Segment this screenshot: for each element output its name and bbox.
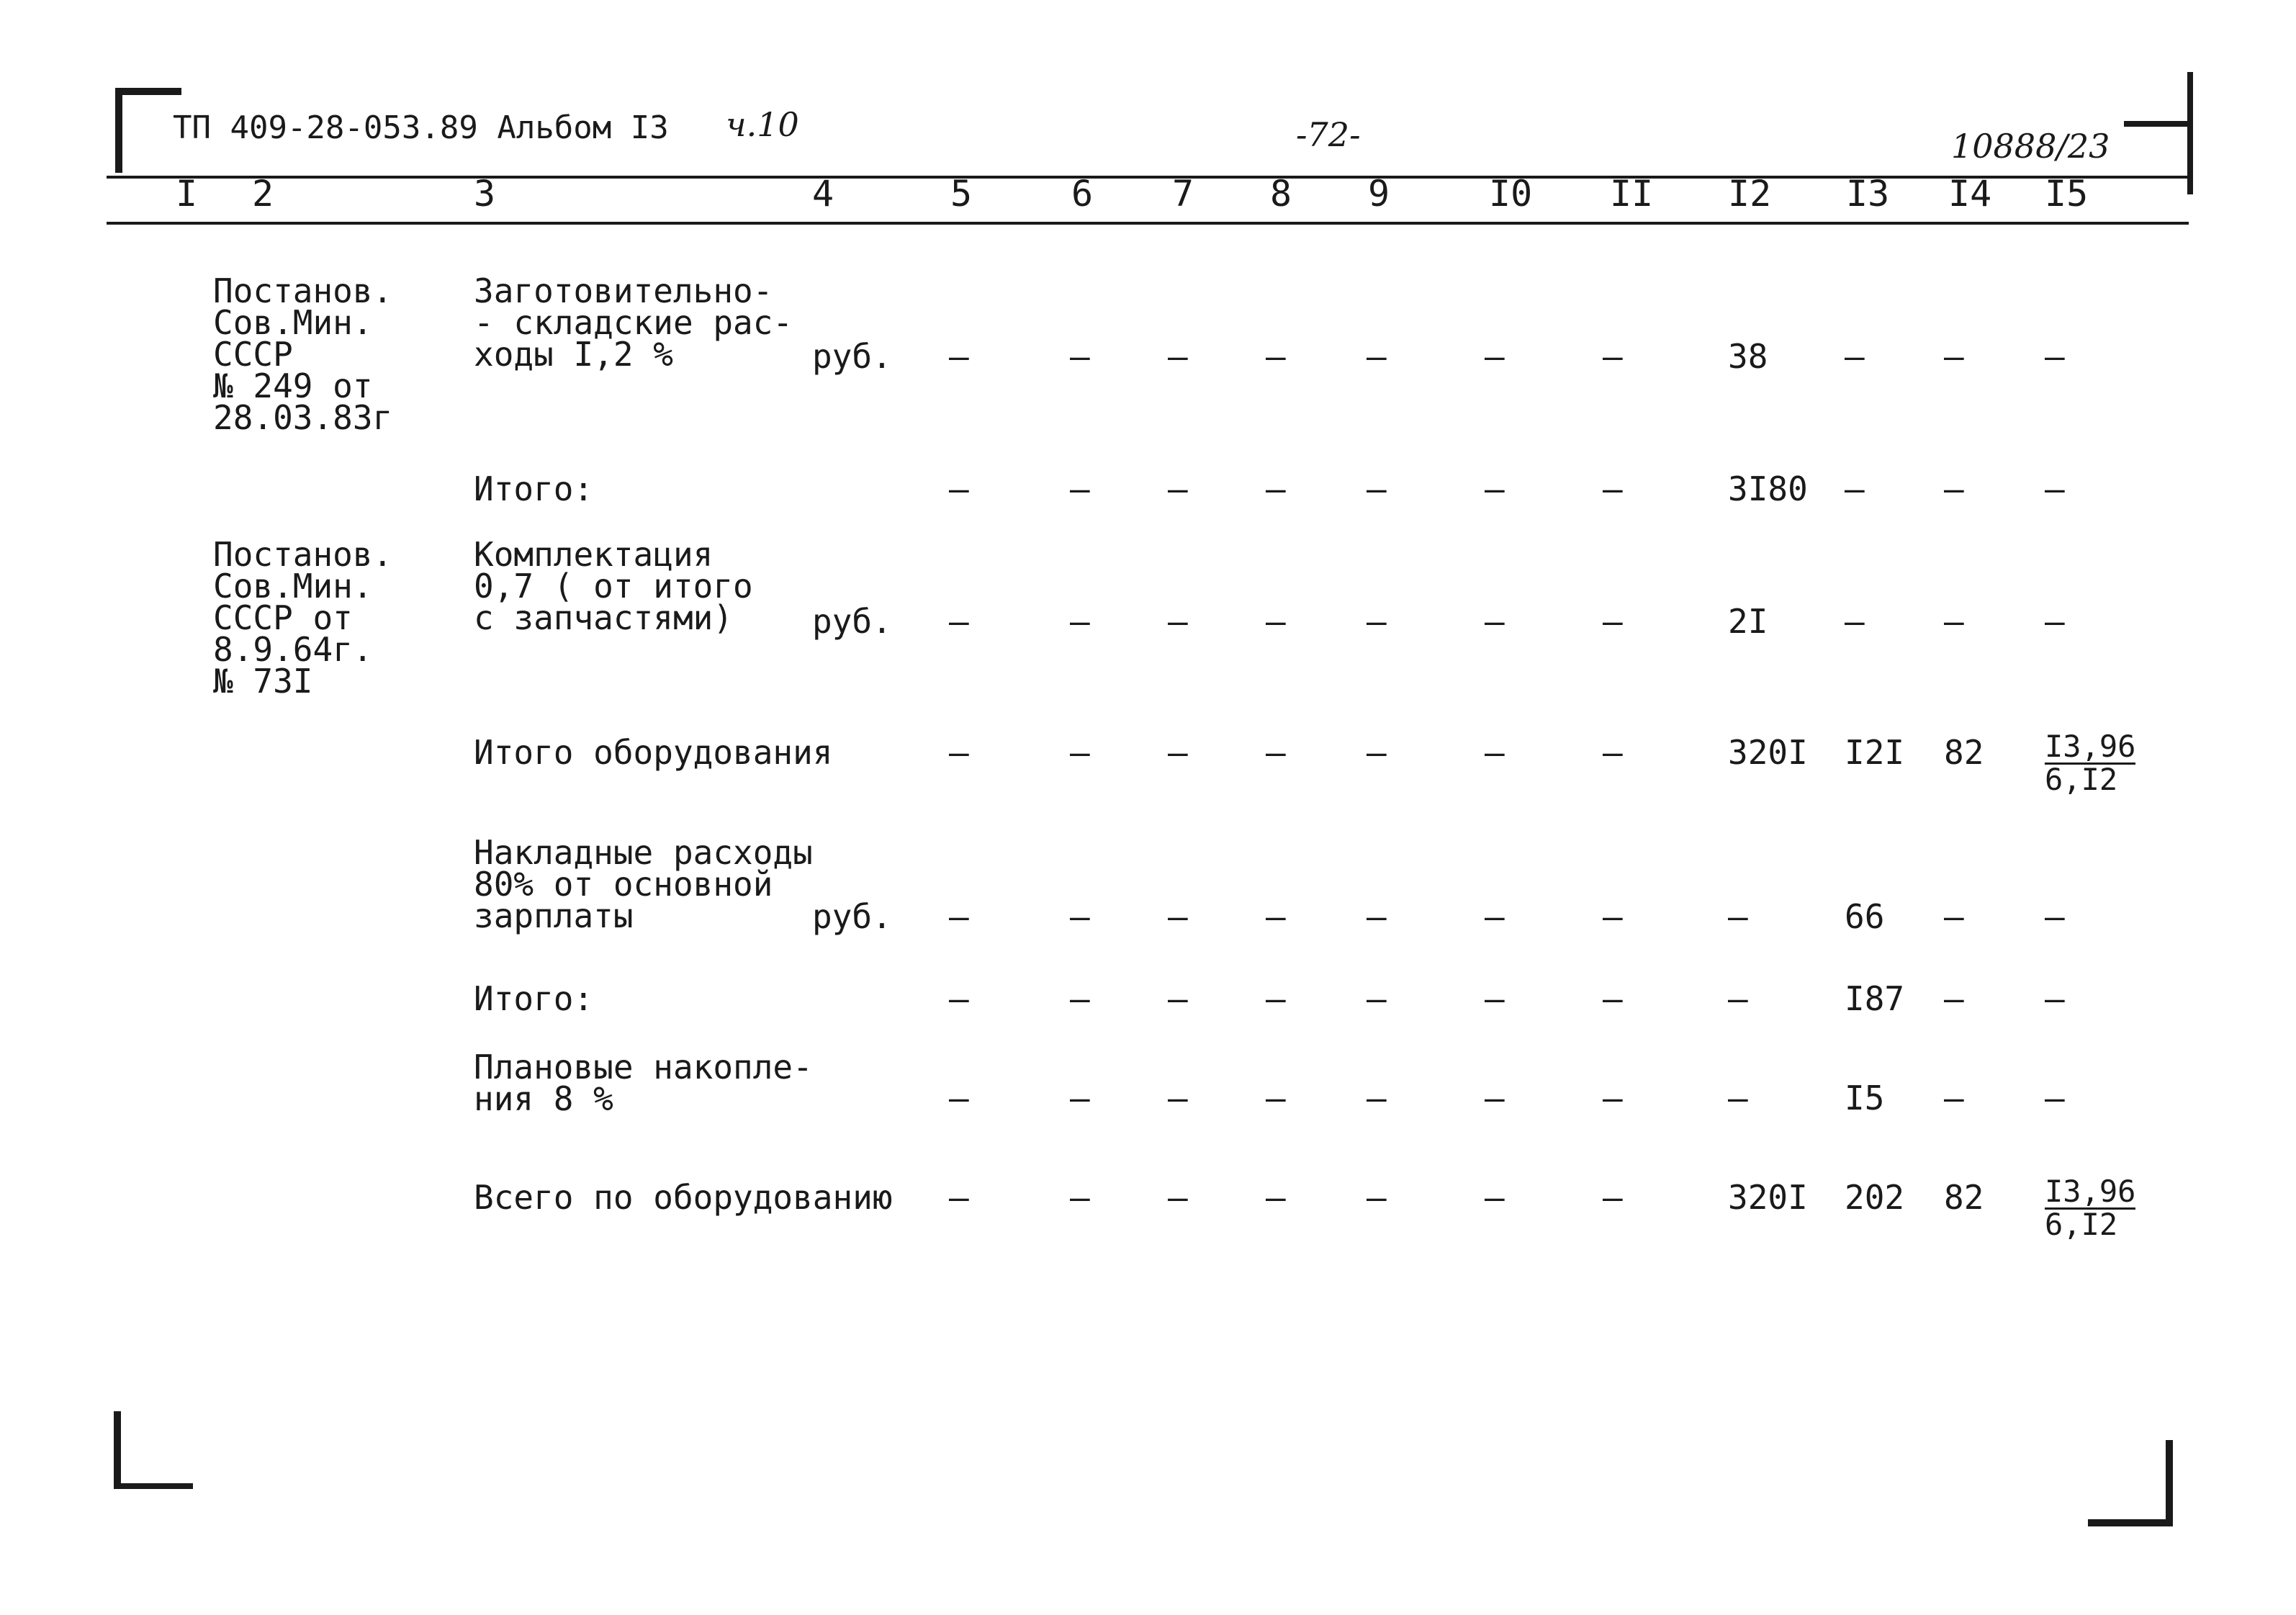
table-cell-c11: – — [1603, 602, 1623, 641]
table-cell-c12: 320I — [1728, 1178, 1808, 1217]
column-header-9: 9 — [1368, 173, 1390, 215]
table-cell-c15-fraction — [2045, 1174, 2136, 1242]
table-cell-c12: 3I80 — [1728, 469, 1808, 508]
table-cell-c15: – — [2045, 337, 2065, 376]
table-cell-c13: – — [1845, 469, 1865, 508]
table-cell-c9: – — [1367, 733, 1387, 772]
page-number: -72- — [1296, 115, 1361, 154]
table-cell-c12: – — [1728, 897, 1748, 936]
corner-mark-top-left-horizontal — [115, 88, 181, 95]
column-header-7: 7 — [1172, 173, 1194, 215]
table-cell-c11: – — [1603, 1079, 1623, 1117]
table-cell-c12: 2I — [1728, 602, 1768, 641]
table-cell-c15: – — [2045, 602, 2065, 641]
corner-mark-bottom-left-vertical — [114, 1411, 121, 1489]
table-cell-c5: – — [949, 469, 969, 508]
table-cell-c8: – — [1266, 1178, 1286, 1217]
table-cell-c9: – — [1367, 337, 1387, 376]
table-cell-c6: – — [1070, 469, 1090, 508]
column-header-2: 2 — [252, 173, 274, 215]
table-cell-c9: – — [1367, 1079, 1387, 1117]
table-cell-c6: – — [1070, 897, 1090, 936]
corner-mark-top-right-arrow — [2124, 121, 2190, 127]
table-cell-c8: – — [1266, 469, 1286, 508]
table-cell-c13: I87 — [1845, 979, 1905, 1018]
table-cell-c15-fraction — [2045, 729, 2136, 797]
table-cell-c14: – — [1944, 469, 1964, 508]
column-header-15: I5 — [2045, 173, 2089, 215]
table-cell-c7: – — [1168, 733, 1188, 772]
table-cell-c11: – — [1603, 1178, 1623, 1217]
table-row-unit: руб. — [812, 897, 892, 936]
table-row-name: Итого: — [474, 979, 594, 1018]
table-cell-c10: – — [1485, 1079, 1505, 1117]
table-cell-c14: – — [1944, 1079, 1964, 1117]
column-header-13: I3 — [1846, 173, 1890, 215]
table-row-name: Заготовительно- - складские рас- ходы I,2 % — [474, 271, 793, 374]
table-row-name: Всего по оборудованию — [474, 1178, 893, 1217]
table-cell-c8: – — [1266, 602, 1286, 641]
table-cell-c13: 202 — [1845, 1178, 1905, 1217]
table-cell-c11: – — [1603, 337, 1623, 376]
part-number: ч.10 — [726, 105, 799, 144]
table-cell-c13: I5 — [1845, 1079, 1885, 1117]
table-cell-c7: – — [1168, 979, 1188, 1018]
table-cell-c11: – — [1603, 733, 1623, 772]
column-header-11: II — [1610, 173, 1654, 215]
table-cell-c9: – — [1367, 979, 1387, 1018]
table-row-name: Накладные расходы 80% от основной зарплаты — [474, 833, 813, 935]
corner-mark-bottom-left-horizontal — [114, 1483, 193, 1489]
table-cell-c6: – — [1070, 733, 1090, 772]
corner-mark-bottom-right-vertical — [2166, 1440, 2173, 1525]
table-cell-c11: – — [1603, 469, 1623, 508]
table-cell-c13: – — [1845, 602, 1865, 641]
table-cell-c12: – — [1728, 979, 1748, 1018]
table-cell-c7: – — [1168, 337, 1188, 376]
table-row-name: Плановые накопле- ния 8 % — [474, 1048, 813, 1118]
table-cell-c10: – — [1485, 1178, 1505, 1217]
table-cell-c14: – — [1944, 337, 1964, 376]
table-cell-c6: – — [1070, 337, 1090, 376]
table-cell-c5: – — [949, 1178, 969, 1217]
table-cell-c7: – — [1168, 469, 1188, 508]
table-cell-c8: – — [1266, 733, 1286, 772]
table-cell-c15: – — [2045, 897, 2065, 936]
table-cell-c14: 82 — [1944, 1178, 1984, 1217]
table-cell-c9: – — [1367, 1178, 1387, 1217]
table-cell-c12: – — [1728, 1079, 1748, 1117]
table-row-name: Итого: — [474, 469, 594, 508]
table-cell-c6: – — [1070, 602, 1090, 641]
table-cell-c13: 66 — [1845, 897, 1885, 936]
table-cell-c9: – — [1367, 602, 1387, 641]
table-cell-c12: 320I — [1728, 733, 1808, 772]
document-code: ТП 409-28-053.89 Альбом I3 — [173, 109, 669, 146]
column-header-14: I4 — [1948, 173, 1992, 215]
table-cell-c11: – — [1603, 897, 1623, 936]
column-header-8: 8 — [1270, 173, 1292, 215]
table-cell-c5: – — [949, 602, 969, 641]
table-cell-c5: – — [949, 1079, 969, 1117]
table-cell-c5: – — [949, 337, 969, 376]
table-cell-c15: – — [2045, 979, 2065, 1018]
table-cell-c14: – — [1944, 979, 1964, 1018]
column-header-3: 3 — [474, 173, 496, 215]
column-header-1: I — [176, 173, 198, 215]
header-rule-bottom — [107, 222, 2189, 225]
table-cell-c9: – — [1367, 897, 1387, 936]
table-cell-c5: – — [949, 733, 969, 772]
fraction-numerator: I3,96 — [2045, 729, 2136, 764]
table-cell-c12: 38 — [1728, 337, 1768, 376]
table-row-name: Комплектация 0,7 ( от итого с запчастями) — [474, 535, 753, 637]
table-cell-c7: – — [1168, 602, 1188, 641]
table-cell-c7: – — [1168, 1178, 1188, 1217]
column-header-12: I2 — [1728, 173, 1772, 215]
corner-mark-bottom-right-horizontal — [2088, 1519, 2173, 1526]
table-cell-c9: – — [1367, 469, 1387, 508]
table-cell-c10: – — [1485, 602, 1505, 641]
table-row-name: Итого оборудования — [474, 733, 833, 772]
table-cell-c15: – — [2045, 1079, 2065, 1117]
table-cell-c13: – — [1845, 337, 1865, 376]
table-cell-c8: – — [1266, 337, 1286, 376]
table-cell-c14: – — [1944, 602, 1964, 641]
table-cell-c5: – — [949, 897, 969, 936]
table-cell-c10: – — [1485, 469, 1505, 508]
table-cell-c8: – — [1266, 979, 1286, 1018]
table-cell-c10: – — [1485, 337, 1505, 376]
table-cell-c8: – — [1266, 1079, 1286, 1117]
fraction-denominator: 6,I2 — [2045, 762, 2118, 797]
table-cell-c6: – — [1070, 1178, 1090, 1217]
table-cell-c14: – — [1944, 897, 1964, 936]
table-row-unit: руб. — [812, 602, 892, 641]
table-cell-c7: – — [1168, 1079, 1188, 1117]
table-cell-c7: – — [1168, 897, 1188, 936]
table-row-source: Постанов. Сов.Мин. СССР от 8.9.64г. № 73I — [213, 535, 393, 701]
table-cell-c10: – — [1485, 979, 1505, 1018]
table-cell-c10: – — [1485, 897, 1505, 936]
corner-mark-top-left-vertical — [115, 88, 122, 173]
column-header-10: I0 — [1489, 173, 1533, 215]
fraction-denominator: 6,I2 — [2045, 1207, 2118, 1242]
table-cell-c6: – — [1070, 1079, 1090, 1117]
table-row-source: Постанов. Сов.Мин. СССР № 249 от 28.03.83г — [213, 271, 393, 437]
table-cell-c14: 82 — [1944, 733, 1984, 772]
fraction-numerator: I3,96 — [2045, 1174, 2136, 1209]
table-cell-c5: – — [949, 979, 969, 1018]
column-header-4: 4 — [812, 173, 834, 215]
table-cell-c15: – — [2045, 469, 2065, 508]
table-cell-c8: – — [1266, 897, 1286, 936]
table-cell-c11: – — [1603, 979, 1623, 1018]
table-row-unit: руб. — [812, 337, 892, 376]
table-cell-c13: I2I — [1845, 733, 1905, 772]
registration-number: 10888/23 — [1951, 127, 2110, 166]
column-header-6: 6 — [1071, 173, 1094, 215]
table-cell-c6: – — [1070, 979, 1090, 1018]
column-header-5: 5 — [950, 173, 973, 215]
table-cell-c10: – — [1485, 733, 1505, 772]
